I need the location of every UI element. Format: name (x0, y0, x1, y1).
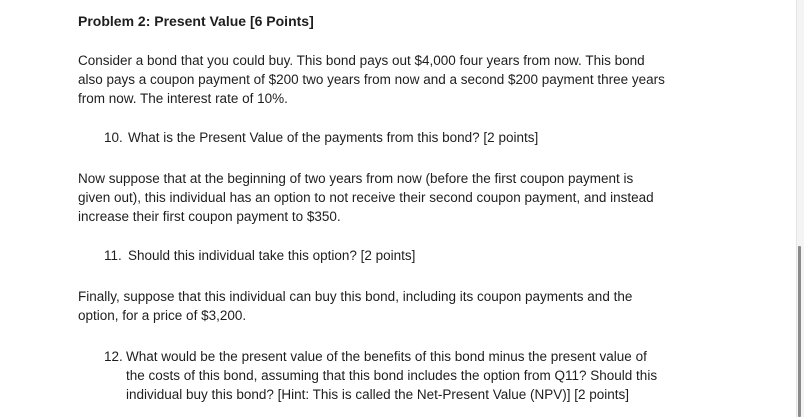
intro-line: from now. The interest rate of 10%. (78, 91, 288, 106)
question-12 (104, 347, 657, 404)
vertical-scrollbar[interactable] (796, 0, 804, 417)
option-line: given out), this individual has an option to not receive their second coupon payment, and instead (78, 190, 654, 205)
intro-paragraph (78, 51, 665, 108)
price-paragraph (78, 287, 632, 325)
price-line: Finally, suppose that this individual can buy this bond, including its coupon payments and the (78, 289, 633, 304)
question-text: Should this individual take this option? [2 points] (128, 248, 416, 263)
question-text-line: individual buy this bond? [Hint: This is called the Net-Present Value (NPV)] [2 points] (126, 387, 630, 402)
scrollbar-thumb[interactable] (798, 246, 801, 417)
option-paragraph (78, 169, 654, 226)
question-10 (104, 128, 538, 147)
option-line: increase their first coupon payment to $350. (78, 209, 341, 224)
intro-line: also pays a coupon payment of $200 two years from now and a second $200 payment three years (78, 72, 665, 87)
question-number: 10. (104, 130, 123, 145)
intro-line: Consider a bond that you could buy. This bond pays out $4,000 four years from now. This bond (78, 53, 645, 68)
question-11 (104, 246, 415, 265)
question-number: 11. (104, 248, 122, 263)
question-number: 12. (104, 349, 123, 364)
problem-heading: Problem 2: Present Value [6 Points] (78, 13, 314, 29)
question-text-line: What would be the present value of the benefits of this bond minus the present value of (126, 349, 647, 364)
question-text-line: the costs of this bond, assuming that this bond includes the option from Q11? Should this (126, 368, 658, 383)
option-line: Now suppose that at the beginning of two years from now (before the first coupon payment is (78, 171, 634, 186)
price-line: option, for a price of $3,200. (78, 308, 247, 323)
question-text: What is the Present Value of the payments from this bond? [2 points] (128, 130, 539, 145)
